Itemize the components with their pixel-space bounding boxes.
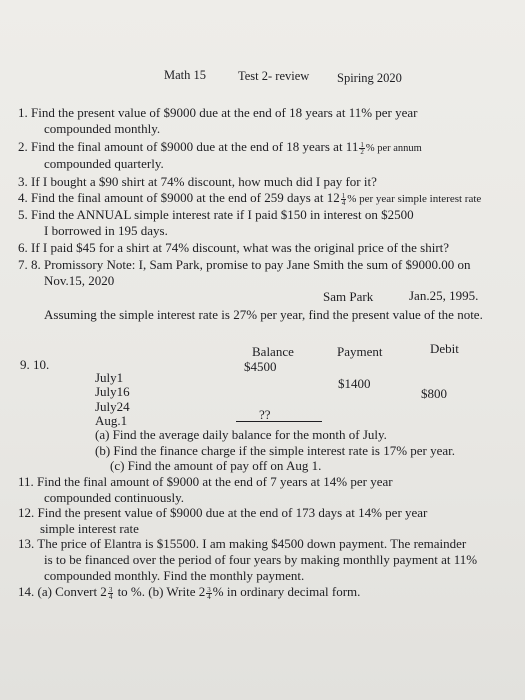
question-7-8-line-3: Assuming the simple interest rate is 27% per year, find the present value of the note. <box>44 307 483 322</box>
term-label: Spiring 2020 <box>337 71 402 85</box>
question-12-line-1: 12. Find the present value of $9000 due at the end of 173 days at 14% per year <box>18 505 428 520</box>
question-9b: (b) Find the finance charge if the simple interest rate is 17% per year. <box>95 443 456 458</box>
fraction-one-quarter: $\frac{1}{4}$ <box>341 191 346 207</box>
row-date-july1: July1 <box>95 370 124 385</box>
question-13-line-2: is to be financed over the period of four years by making monthlly payment at 11% <box>44 552 478 567</box>
question-9c: (c) Find the amount of pay off on Aug 1. <box>110 458 322 473</box>
question-14: 14. (a) Convert 2 $\frac{3}{4}$ to %. (b) Write 2 $\frac{3}{4}$ % in ordinary decimal form. <box>18 584 361 601</box>
question-3: 3. If I bought a $90 shirt at 74% discount, how much did I pay for it? <box>18 174 377 189</box>
question-13-line-3: compounded monthly. Find the monthly payment. <box>44 568 305 583</box>
test-title: Test 2- review <box>238 69 310 83</box>
question-9a: (a) Find the average daily balance for the month of July. <box>95 427 387 442</box>
question-7-8-line-2: Nov.15, 2020 <box>44 273 115 288</box>
question-6: 6. If I paid $45 for a shirt at 74% discount, what was the original price of the shirt? <box>18 240 450 255</box>
question-2-line-1: 2. Find the final amount of $9000 due at the end of 18 years at 11 $\frac{1}{2}$ % per annum <box>18 139 422 156</box>
fraction-one-half: $\frac{1}{2}$ <box>360 140 364 156</box>
question-11-line-1: 11. Find the final amount of $9000 at the end of 7 years at 14% per year <box>18 474 393 489</box>
row-payment-july16: $1400 <box>338 376 371 391</box>
question-1-line-1: 1. Find the present value of $9000 due at the end of 18 years at 11% per year <box>18 105 418 120</box>
course-title: Math 15 <box>164 68 207 82</box>
signature-date: Jan.25, 1995. <box>409 288 479 303</box>
row-date-july24: July24 <box>95 399 130 414</box>
question-9-10-label: 9. 10. <box>20 357 50 372</box>
question-2-line-2: compounded quarterly. <box>44 156 164 171</box>
row-date-july16: July16 <box>95 384 130 399</box>
question-5-line-1: 5. Find the ANNUAL simple interest rate if I paid $150 in interest on $2500 <box>18 207 414 222</box>
question-13-line-1: 13. The price of Elantra is $15500. I am making $4500 down payment. The remainder <box>18 536 467 551</box>
question-11-line-2: compounded continuously. <box>44 490 184 505</box>
row-balance-july1: $4500 <box>244 359 277 374</box>
question-12-line-2: simple interest rate <box>40 521 139 536</box>
question-1-line-2: compounded monthly. <box>44 121 161 136</box>
question-4: 4. Find the final amount of $9000 at the end of 259 days at 12 $\frac{1}{4}$ % per year simple interest rate <box>18 190 482 207</box>
row-balance-aug1: ?? <box>259 407 271 422</box>
question-7-8-line-1: 7. 8. Promissory Note: I, Sam Park, promise to pay Jane Smith the sum of $9000.00 on <box>18 257 471 272</box>
question-5-line-2: I borrowed in 195 days. <box>44 223 168 238</box>
row-date-aug1: Aug.1 <box>95 413 128 428</box>
row-debit-july24: $800 <box>421 386 447 401</box>
column-header-balance: Balance <box>252 344 294 359</box>
answer-blank-line <box>236 421 322 422</box>
column-header-payment: Payment <box>337 344 383 359</box>
signature-name: Sam Park <box>323 289 374 304</box>
fraction-three-quarters: $\frac{3}{4}$ <box>207 585 211 601</box>
fraction-three-quarters: $\frac{3}{4}$ <box>108 585 113 601</box>
column-header-debit: Debit <box>430 341 459 356</box>
